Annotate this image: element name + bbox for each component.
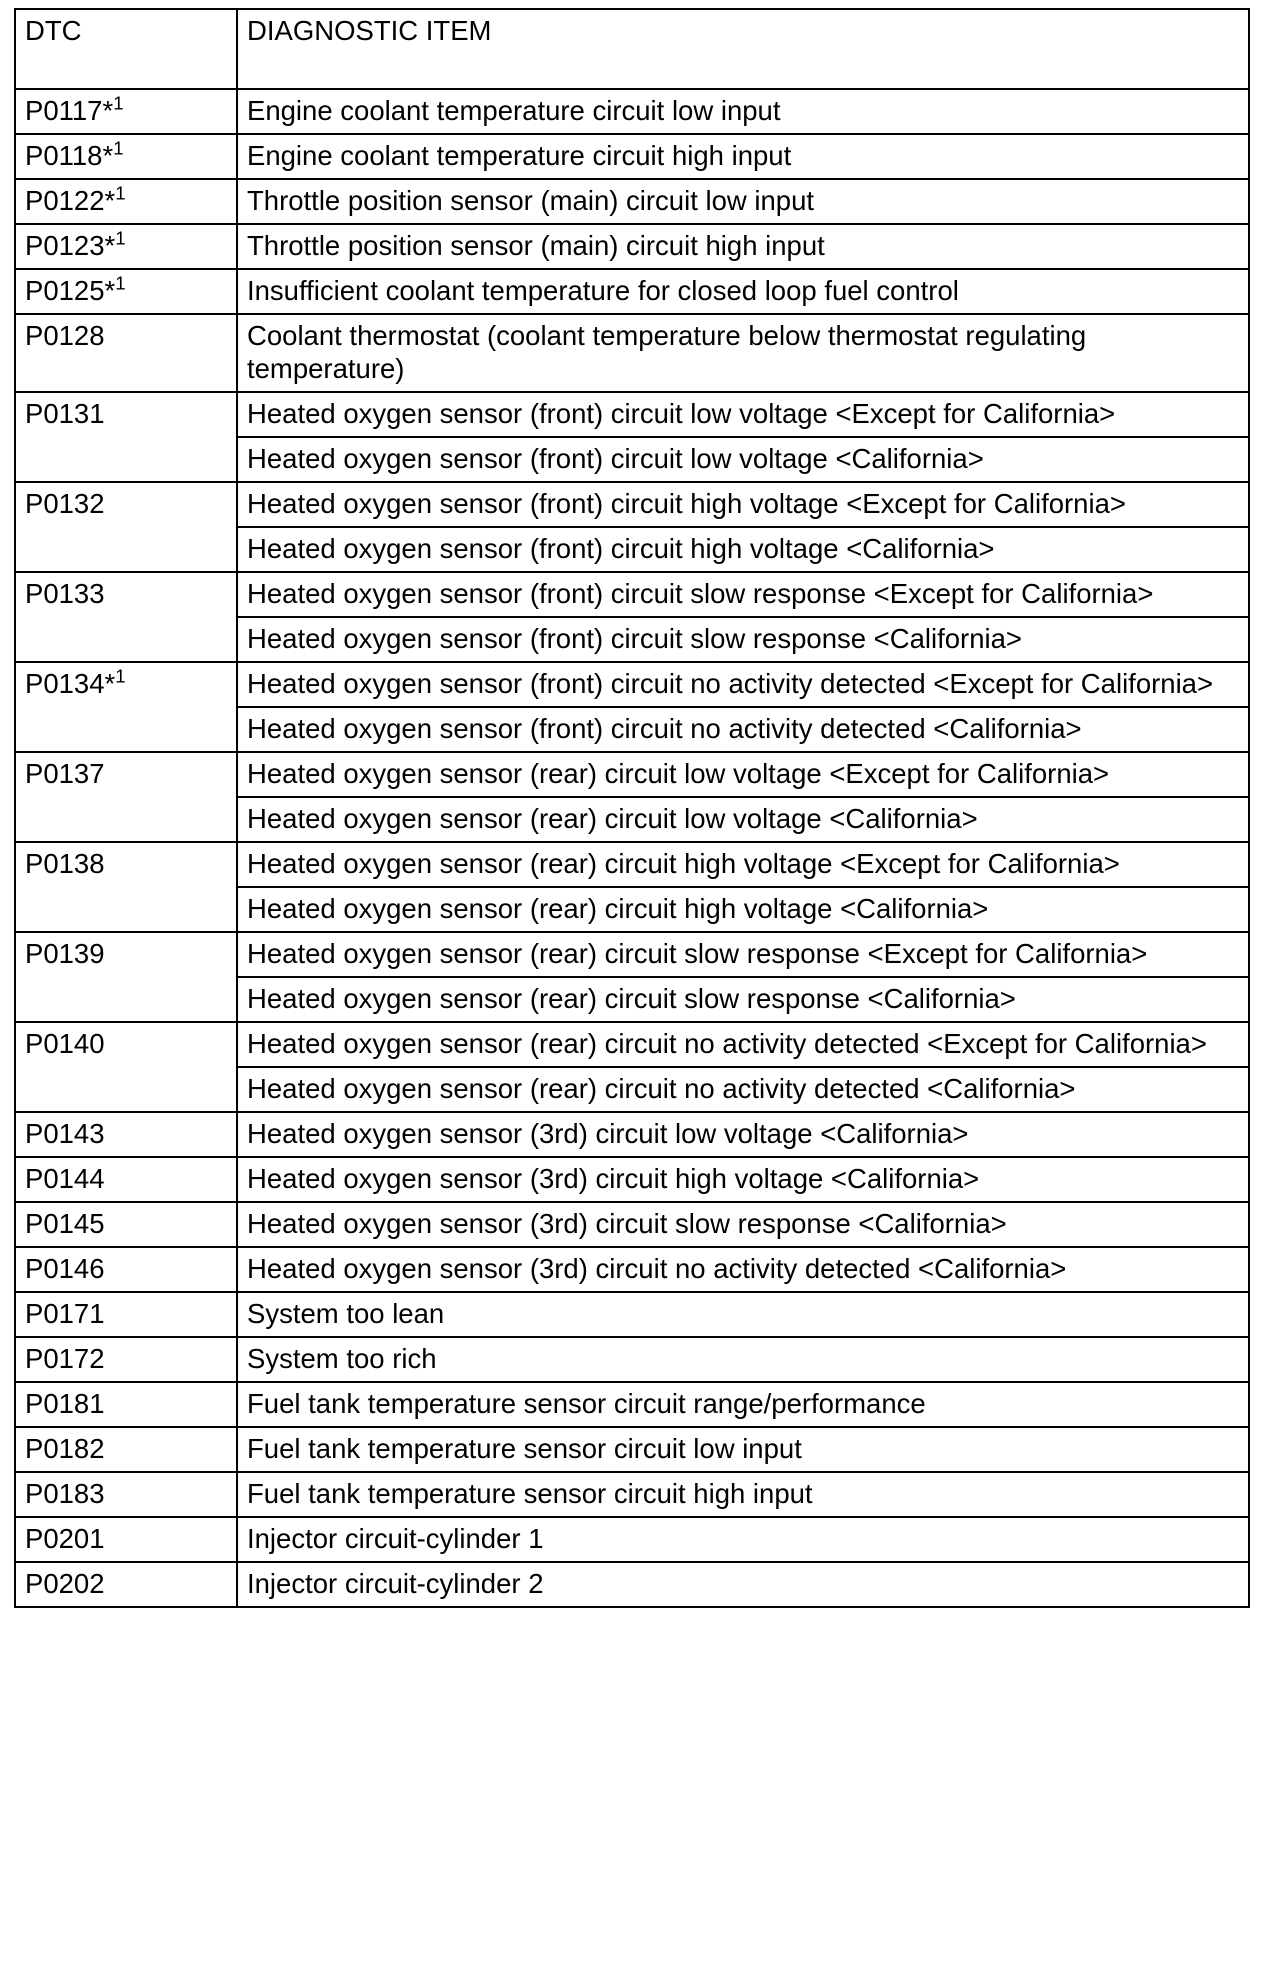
header-dtc: DTC [15,9,237,89]
diagnostic-item: Heated oxygen sensor (front) circuit slow response <California> [237,617,1249,662]
diagnostic-item: Throttle position sensor (main) circuit low input [237,179,1249,224]
dtc-code: P0133 [25,578,105,609]
dtc-code-cell [15,842,237,932]
dtc-code: P0122* [25,185,116,216]
table-header-row [15,9,1249,89]
dtc-code: P0144 [25,1163,105,1194]
dtc-code-cell [15,1112,237,1157]
dtc-code-cell [15,572,237,662]
table-row [15,314,1249,392]
dtc-code: P0143 [25,1118,105,1149]
dtc-code-cell [15,932,237,1022]
diagnostic-item: Heated oxygen sensor (rear) circuit low voltage <California> [237,797,1249,842]
dtc-code: P0128 [25,320,105,351]
table-row [15,179,1249,224]
dtc-code-cell [15,1157,237,1202]
diagnostic-item: Heated oxygen sensor (rear) circuit no activity detected <California> [237,1067,1249,1112]
footnote-marker: 1 [113,92,124,114]
diagnostic-item: Heated oxygen sensor (front) circuit high voltage <California> [237,527,1249,572]
footnote-marker: 1 [115,272,126,294]
table-row [15,1427,1249,1472]
dtc-code-cell [15,1337,237,1382]
table-row [15,1112,1249,1157]
dtc-code: P0137 [25,758,105,789]
dtc-code: P0171 [25,1298,105,1329]
header-diagnostic-item: DIAGNOSTIC ITEM [237,9,1249,89]
diagnostic-item: Injector circuit-cylinder 1 [237,1517,1249,1562]
dtc-code: P0183 [25,1478,105,1509]
dtc-code-cell [15,1517,237,1562]
dtc-code: P0201 [25,1523,105,1554]
dtc-code-cell [15,224,237,269]
diagnostic-item: Throttle position sensor (main) circuit high input [237,224,1249,269]
dtc-code-cell [15,392,237,482]
diagnostic-item: Heated oxygen sensor (front) circuit slow response <Except for California> [237,572,1249,617]
table-row [15,89,1249,134]
dtc-code: P0134* [25,668,116,699]
table-row [15,482,1249,527]
table-row [15,572,1249,617]
diagnostic-item: Heated oxygen sensor (rear) circuit high voltage <Except for California> [237,842,1249,887]
table-row [15,1472,1249,1517]
dtc-code-cell [15,1292,237,1337]
dtc-code: P0131 [25,398,105,429]
footnote-marker: 1 [115,182,126,204]
table-row [15,662,1249,707]
footnote-marker: 1 [115,665,126,687]
dtc-code: P0146 [25,1253,105,1284]
diagnostic-item: System too lean [237,1292,1249,1337]
table-row [15,842,1249,887]
diagnostic-item: Heated oxygen sensor (front) circuit low voltage <California> [237,437,1249,482]
diagnostic-item: Insufficient coolant temperature for closed loop fuel control [237,269,1249,314]
diagnostic-item: Fuel tank temperature sensor circuit range/performance [237,1382,1249,1427]
diagnostic-item: Heated oxygen sensor (front) circuit no activity detected <Except for California> [237,662,1249,707]
diagnostic-item: Heated oxygen sensor (rear) circuit high voltage <California> [237,887,1249,932]
diagnostic-item: Heated oxygen sensor (rear) circuit slow response <California> [237,977,1249,1022]
dtc-code: P0182 [25,1433,105,1464]
diagnostic-item: Heated oxygen sensor (rear) circuit low voltage <Except for California> [237,752,1249,797]
dtc-code: P0118* [25,140,114,171]
dtc-code-cell [15,1427,237,1472]
table-row [15,752,1249,797]
table-row [15,1517,1249,1562]
dtc-code: P0140 [25,1028,105,1059]
dtc-code-cell [15,1562,237,1607]
dtc-code-cell [15,179,237,224]
dtc-code: P0123* [25,230,116,261]
diagnostic-item: Coolant thermostat (coolant temperature below thermostat regulating temperature) [237,314,1249,392]
dtc-code-cell [15,1382,237,1427]
diagnostic-item: Heated oxygen sensor (front) circuit low voltage <Except for California> [237,392,1249,437]
dtc-code: P0181 [25,1388,105,1419]
diagnostic-item: Heated oxygen sensor (3rd) circuit no activity detected <California> [237,1247,1249,1292]
table-row [15,1022,1249,1067]
dtc-table-container [14,8,1250,1608]
table-row [15,1562,1249,1607]
dtc-code-cell [15,662,237,752]
dtc-code: P0117* [25,95,114,126]
dtc-code: P0125* [25,275,116,306]
diagnostic-item: Injector circuit-cylinder 2 [237,1562,1249,1607]
diagnostic-item: Engine coolant temperature circuit low input [237,89,1249,134]
dtc-code-cell [15,482,237,572]
diagnostic-item: Heated oxygen sensor (3rd) circuit high voltage <California> [237,1157,1249,1202]
dtc-code-cell [15,1022,237,1112]
table-row [15,932,1249,977]
diagnostic-item: Heated oxygen sensor (3rd) circuit slow response <California> [237,1202,1249,1247]
diagnostic-item: Engine coolant temperature circuit high input [237,134,1249,179]
table-row [15,392,1249,437]
diagnostic-item: Heated oxygen sensor (rear) circuit no activity detected <Except for California> [237,1022,1249,1067]
table-row [15,1247,1249,1292]
diagnostic-item: Fuel tank temperature sensor circuit high input [237,1472,1249,1517]
dtc-code: P0145 [25,1208,105,1239]
diagnostic-item: Fuel tank temperature sensor circuit low input [237,1427,1249,1472]
table-row [15,1157,1249,1202]
diagnostic-item: Heated oxygen sensor (front) circuit no activity detected <California> [237,707,1249,752]
diagnostic-item: System too rich [237,1337,1249,1382]
table-row [15,1337,1249,1382]
table-row [15,1202,1249,1247]
table-row [15,134,1249,179]
dtc-code: P0132 [25,488,105,519]
dtc-code-cell [15,89,237,134]
dtc-code: P0172 [25,1343,105,1374]
dtc-code-cell [15,1247,237,1292]
dtc-code-cell [15,269,237,314]
dtc-code: P0138 [25,848,105,879]
table-row [15,224,1249,269]
diagnostic-item: Heated oxygen sensor (rear) circuit slow response <Except for California> [237,932,1249,977]
dtc-code-cell [15,1472,237,1517]
table-row [15,1382,1249,1427]
table-row [15,1292,1249,1337]
dtc-code: P0202 [25,1568,105,1599]
diagnostic-item: Heated oxygen sensor (3rd) circuit low voltage <California> [237,1112,1249,1157]
dtc-code-cell [15,752,237,842]
footnote-marker: 1 [113,137,124,159]
footnote-marker: 1 [115,227,126,249]
dtc-code-cell [15,314,237,392]
diagnostic-item: Heated oxygen sensor (front) circuit high voltage <Except for California> [237,482,1249,527]
dtc-code-cell [15,134,237,179]
dtc-code-cell [15,1202,237,1247]
dtc-table [14,8,1250,1608]
table-body [15,89,1249,1607]
table-row [15,269,1249,314]
dtc-code: P0139 [25,938,105,969]
